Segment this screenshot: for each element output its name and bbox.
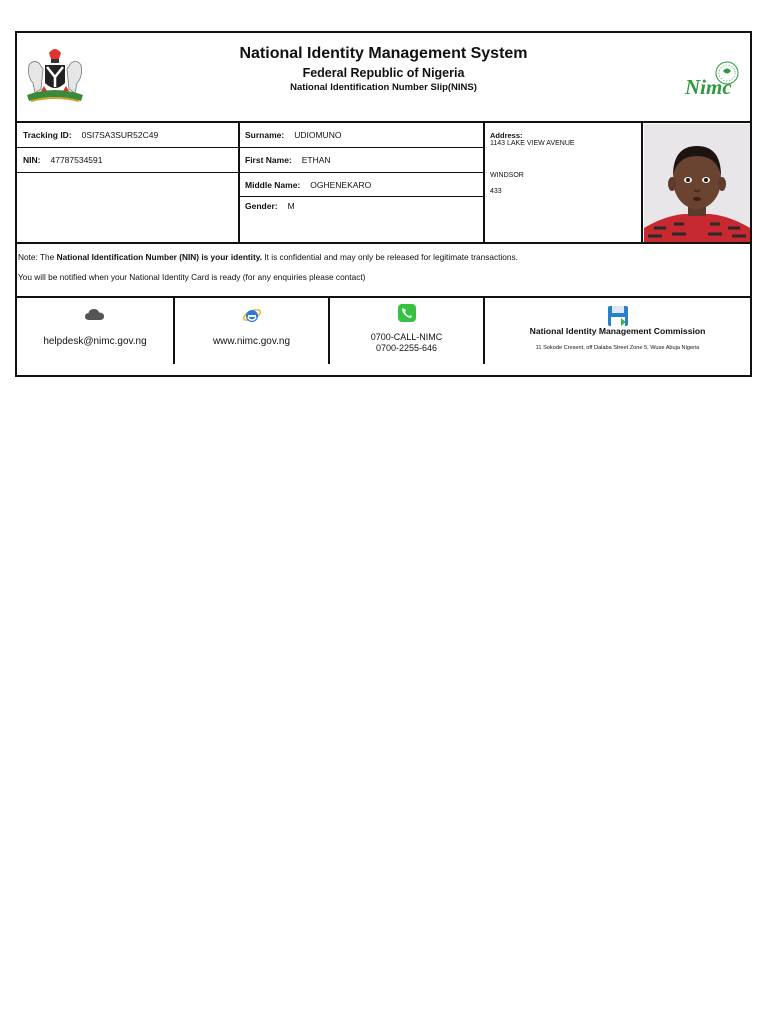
- address-label: Address:: [490, 131, 523, 140]
- system-title: National Identity Management System: [239, 45, 528, 62]
- org-name: National Identity Management Commission: [529, 326, 706, 336]
- tracking-id-label: Tracking ID:: [23, 130, 72, 140]
- address-line-3: 433: [490, 188, 502, 195]
- floppy-disk-icon: [608, 306, 628, 326]
- first-name-value: ETHAN: [301, 155, 331, 165]
- divider: [240, 172, 483, 173]
- contact-section: [17, 298, 750, 364]
- middle-name-row: [245, 180, 371, 190]
- address-line-1: 1143 LAKE VIEW AVENUE: [490, 140, 575, 147]
- nin-row: [23, 155, 103, 165]
- slip-header: [17, 33, 750, 123]
- middle-name-label: Middle Name:: [245, 180, 301, 190]
- country-subtitle: Federal Republic of Nigeria: [302, 66, 465, 80]
- org-address: 11 Sokode Cresent, off Dalaba Street Zone 5, Wuse Abuja Nigeria: [535, 345, 700, 351]
- divider: [483, 123, 485, 242]
- nimc-logo-text: Nimc: [685, 75, 732, 99]
- gender-value: M: [287, 201, 295, 211]
- tracking-id-row: [23, 130, 158, 140]
- helpdesk-email[interactable]: helpdesk@nimc.gov.ng: [43, 336, 147, 347]
- cloud-icon: [85, 309, 105, 320]
- note-line-2: You will be notified when your National Identity Card is ready (for any enquiries please contact): [18, 272, 366, 282]
- phone-cell: [330, 298, 483, 364]
- middle-name-value: OGHENEKARO: [310, 180, 372, 190]
- divider: [238, 123, 240, 242]
- website-link[interactable]: www.nimc.gov.ng: [212, 336, 291, 347]
- org-cell: [485, 298, 750, 364]
- phone-icon: [398, 304, 416, 322]
- internet-explorer-icon: [242, 306, 262, 324]
- first-name-label: First Name:: [245, 155, 292, 165]
- divider: [17, 147, 238, 148]
- nimc-logo-icon: [685, 61, 747, 101]
- identity-details: [17, 123, 750, 244]
- note-line-1: [18, 252, 518, 262]
- address-line-2: WINDSOR: [490, 172, 524, 179]
- surname-row: [245, 130, 341, 140]
- website-cell: [175, 298, 328, 364]
- divider: [17, 172, 238, 173]
- note-suffix: It is confidential and may only be released for legitimate transactions.: [262, 252, 518, 262]
- tracking-id-value: 0SI7SA3SUR52C49: [81, 130, 159, 140]
- gender-row: [245, 201, 295, 211]
- nin-slip: [15, 31, 752, 377]
- email-cell: [17, 298, 173, 364]
- first-name-row: [245, 155, 331, 165]
- divider: [240, 147, 483, 148]
- surname-label: Surname:: [245, 130, 285, 140]
- phone-number-1[interactable]: 0700-CALL-NIMC: [370, 332, 443, 342]
- phone-number-2[interactable]: 0700-2255-646: [375, 343, 438, 353]
- passport-photo: [644, 124, 750, 242]
- slip-title: National Identification Number Slip(NINS): [290, 82, 477, 93]
- nin-value: 47787534591: [50, 155, 103, 165]
- nin-label: NIN:: [23, 155, 41, 165]
- note-section: [17, 244, 750, 298]
- divider: [641, 123, 643, 242]
- gender-label: Gender:: [245, 201, 278, 211]
- surname-value: UDIOMUNO: [294, 130, 342, 140]
- note-bold: National Identification Number (NIN) is your identity.: [56, 252, 263, 262]
- note-prefix: Note: The: [18, 252, 57, 262]
- divider: [240, 196, 483, 197]
